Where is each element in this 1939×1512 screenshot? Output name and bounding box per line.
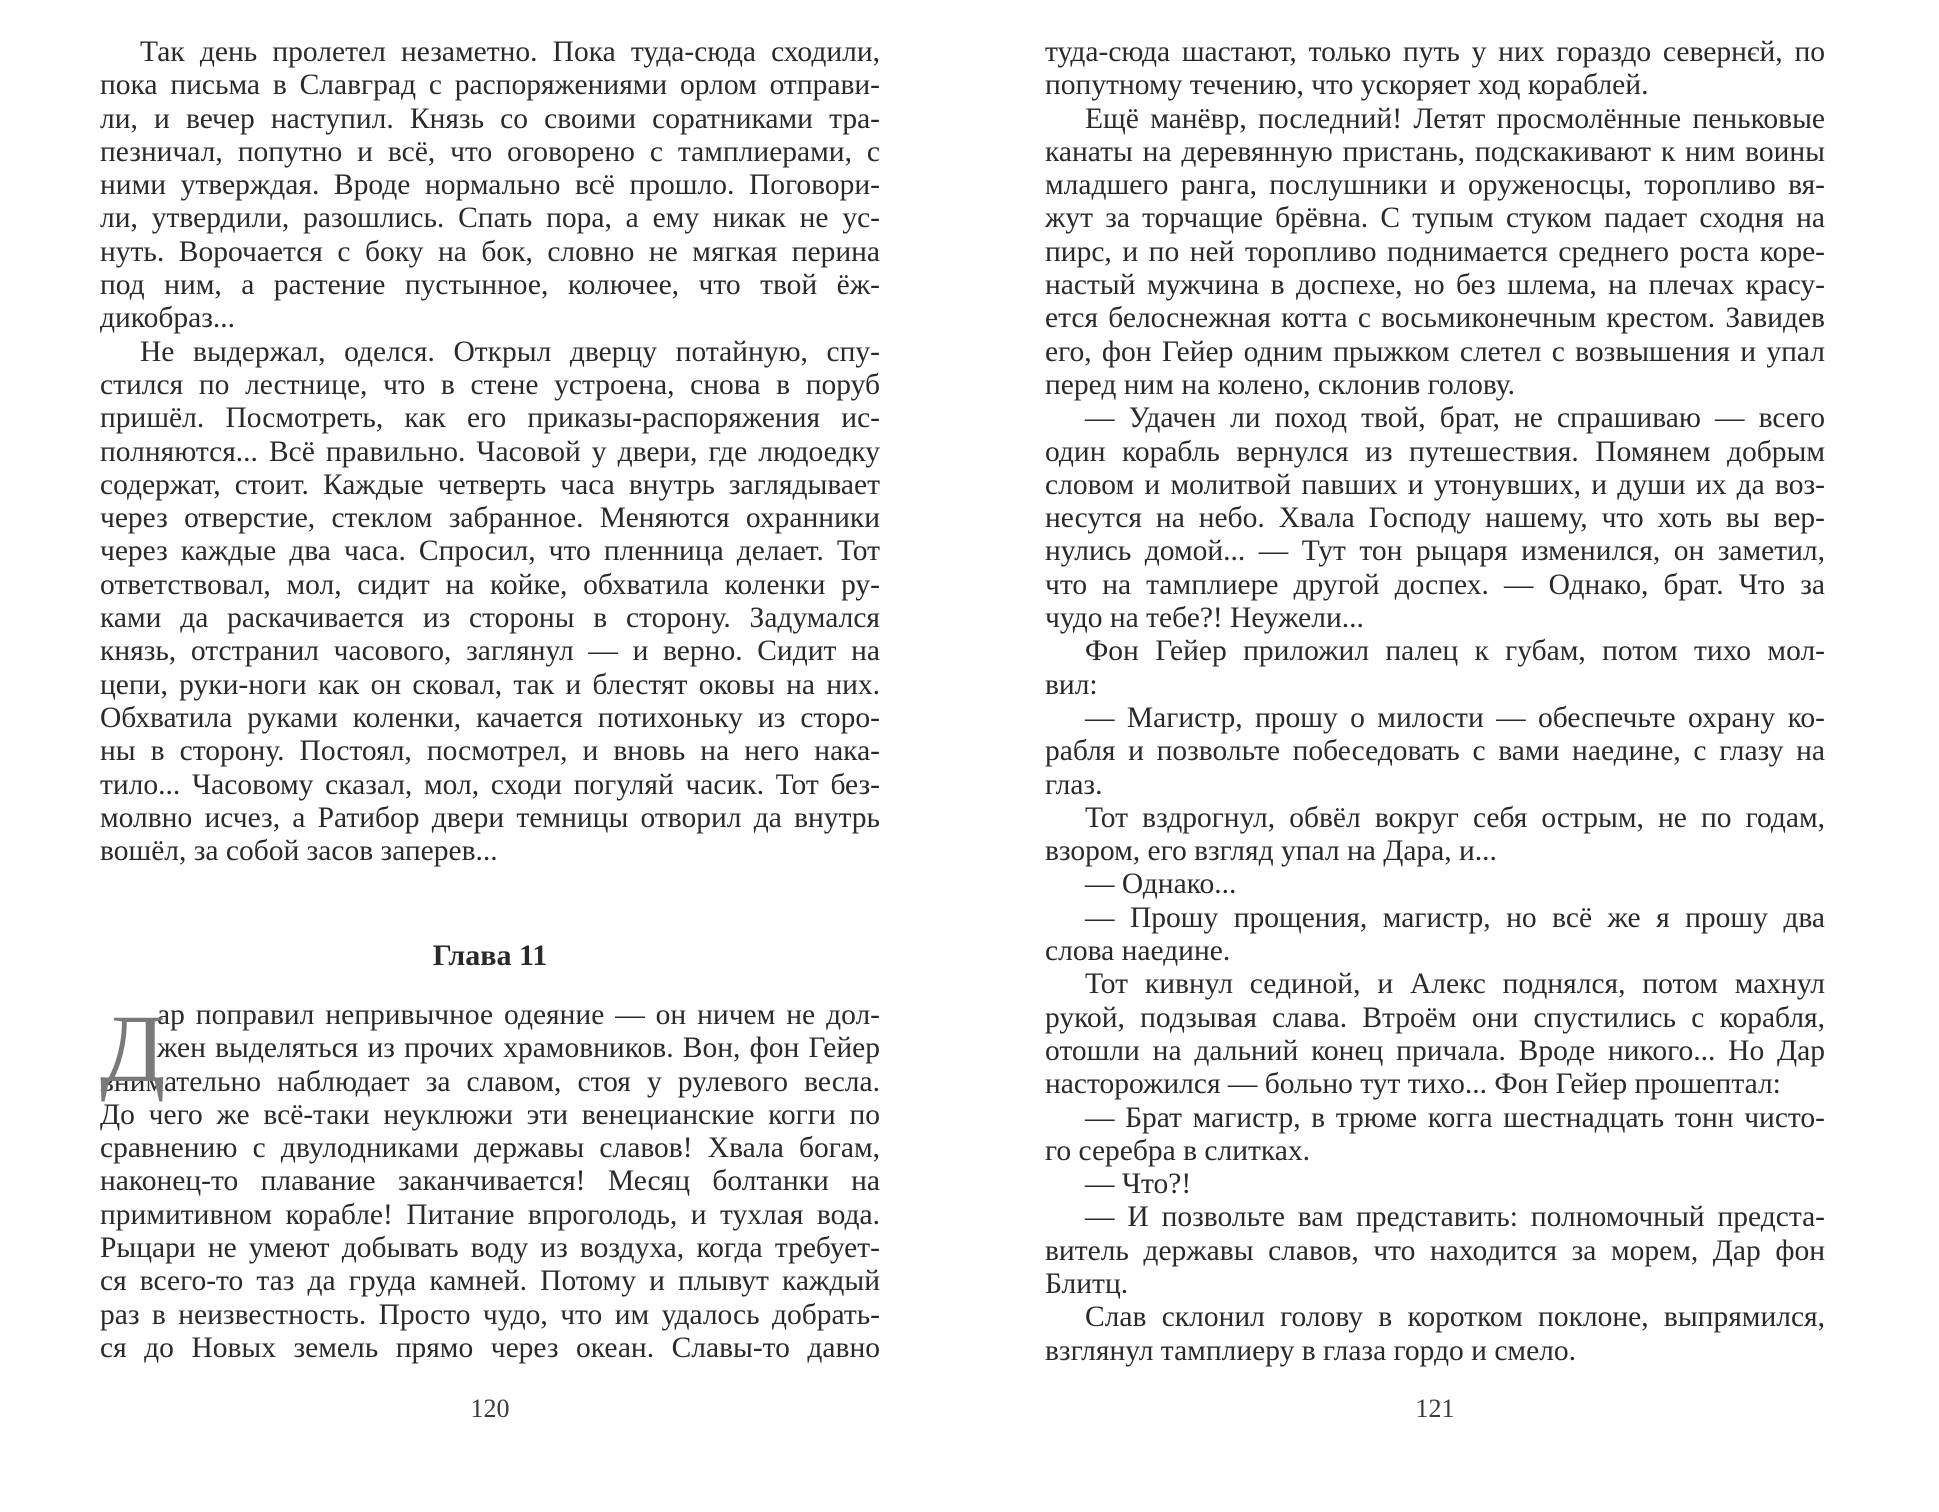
text-line: наконец-то плавание заканчивается! Месяц болтанки на (100, 1165, 880, 1198)
left-text-block-top (100, 36, 880, 868)
text-line: — Магистр, прошу о милости — обеспечьте охрану ко- (1085, 701, 1825, 734)
text-line: — Удачен ли поход твой, брат, не спрашиваю — всего (1085, 402, 1825, 435)
text-line: пока письма в Славград с распоряжениями орлом отправи- (100, 69, 880, 102)
text-line: глаз. (1045, 768, 1103, 801)
text-line: — И позвольте вам представить: полномочный предста- (1085, 1201, 1825, 1234)
text-line: содержат, стоит. Каждые четверть часа внутрь заглядывает (100, 468, 880, 501)
text-line: насторожился — больно тут тихо... Фон Гейер прошептал: (1045, 1068, 1781, 1101)
paragraph (1045, 402, 1825, 635)
right-text-block (1045, 36, 1825, 1368)
text-line: пирс, и по ней торопливо поднимается среднего роста коре- (1045, 235, 1825, 268)
text-line: стился по лестнице, что в стене устроена, снова в поруб (100, 368, 880, 401)
text-line: туда-сюда шастают, только путь у них гораздо севернєй, по (1045, 36, 1825, 68)
text-line: слова наедине. (1045, 935, 1231, 968)
text-line: Тот вздрогнул, обвёл вокруг себя острым, не по годам, (1085, 801, 1825, 834)
text-line: цепи, руки-ноги как он сковал, так и блестят оковы на них. (100, 668, 880, 701)
paragraph (1045, 902, 1825, 969)
text-line: канаты на деревянную пристань, подскакивают к ним воины (1045, 135, 1825, 168)
text-line: рукой, подзывая слава. Втроём они спустились с корабля, (1045, 1001, 1825, 1034)
paragraph (1045, 635, 1825, 702)
text-line: сравнению с двулодниками державы славов! Хвала богам, (100, 1132, 880, 1165)
text-line: вошёл, за собой засов заперев... (100, 835, 498, 868)
paragraph (1045, 1168, 1825, 1201)
chapter-title: Глава 11 (432, 939, 548, 972)
text-line: дикобраз... (100, 302, 236, 335)
text-line: раз в неизвестность. Просто чудо, что им удалось добрать- (100, 1298, 880, 1331)
text-line: что на тамплиере другой доспех. — Однако, брат. Что за (1045, 568, 1825, 601)
text-line: несутся на небо. Хвала Господу нашему, что хоть вы вер- (1045, 502, 1825, 535)
text-line: Ещё манёвр, последний! Летят просмолённые пеньковые (1085, 102, 1825, 135)
text-line: через каждые два часа. Спросил, что пленница делает. Тот (100, 535, 880, 568)
text-line: словом и молитвой павших и утонувших, и души их да воз- (1045, 468, 1825, 501)
paragraph (100, 36, 880, 336)
text-line: внимательно наблюдает за славом, стоя у рулевого весла. (100, 1065, 880, 1098)
text-line: ется белоснежная котта с восьмиконечным крестом. Завидев (1045, 302, 1825, 335)
text-line: Обхватила руками коленки, качается потихоньку из сторо- (100, 701, 880, 734)
text-line: молвно исчез, а Ратибор двери темницы отворил да внутрь (100, 801, 880, 834)
paragraph (1045, 702, 1825, 802)
text-line: — Однако... (1085, 868, 1237, 901)
text-line: взором, его взгляд упал на Дара, и... (1045, 835, 1497, 868)
text-line: ся до Новых земель прямо через океан. Славы-то давно (100, 1331, 880, 1364)
drop-cap: Д (100, 995, 166, 1102)
text-line: ны в сторону. Постоял, посмотрел, и вновь на него нака- (100, 735, 880, 768)
text-line: — Прошу прощения, магистр, но всё же я прошу два (1085, 901, 1825, 934)
text-line: Тот кивнул сединой, и Алекс поднялся, потом махнул (1085, 968, 1825, 1001)
paragraph (1045, 802, 1825, 869)
text-line: отошли на дальний конец причала. Вроде никого... Но Дар (1045, 1034, 1825, 1067)
paragraph (1045, 868, 1825, 901)
page-number: 120 (470, 1394, 510, 1423)
text-line: — Брат магистр, в трюме когга шестнадцать тонн чисто- (1085, 1101, 1825, 1134)
text-line: вил: (1045, 668, 1098, 701)
paragraph (1045, 36, 1825, 103)
text-line: ли, и вечер наступил. Князь со своими соратниками тра- (100, 102, 880, 135)
text-line: ответствовал, мол, сидит на койке, обхватила коленки ру- (100, 568, 880, 601)
text-line: ли, утвердили, разошлись. Спать пора, а ему никак не ус- (100, 202, 880, 235)
text-line: один корабль вернулся из путешествия. Помянем добрым (1045, 435, 1825, 468)
text-line: Фон Гейер приложил палец к губам, потом тихо мол- (1085, 635, 1825, 668)
text-line: ар поправил непривычное одеяние — он ничем не дол- (157, 999, 880, 1031)
text-line: Рыцари не умеют добывать воду из воздуха, когда требует- (100, 1232, 880, 1265)
text-line: жут за торчащие брёвна. С тупым стуком падает сходня на (1045, 202, 1825, 235)
text-line: го серебра в слитках. (1045, 1134, 1311, 1167)
paragraph (1045, 103, 1825, 403)
text-line: Блитц. (1045, 1267, 1129, 1300)
text-line: Слав склонил голову в коротком поклоне, выпрямился, (1085, 1301, 1825, 1334)
text-line: рабля и позвольте побеседовать с вами наедине, с глазу на (1045, 735, 1825, 768)
text-line: тило... Часовому сказал, мол, сходи погуляй часик. Тот без- (100, 768, 880, 801)
text-line: через отверстие, стеклом забранное. Меняются охранники (100, 502, 880, 535)
text-line: перед ним на колено, склонив голову. (1045, 368, 1515, 401)
paragraph (1045, 1201, 1825, 1301)
text-line: ками да раскачивается из стороны в сторону. Задумался (100, 602, 880, 635)
text-line: До чего же всё-таки неуклюжи эти венецианские когги по (100, 1098, 880, 1131)
paragraph (1045, 968, 1825, 1101)
paragraph (1045, 1102, 1825, 1169)
text-line: младшего ранга, послушники и оруженосцы, торопливо вя- (1045, 169, 1825, 202)
text-line: — Что?! (1085, 1168, 1192, 1201)
text-line: нуть. Ворочается с боку на бок, словно не мягкая перина (100, 235, 880, 268)
text-line: его, фон Гейер одним прыжком слетел с возвышения и упал (1045, 335, 1825, 368)
text-line: князь, отстранил часового, заглянул — и верно. Сидит на (100, 635, 880, 668)
text-line: пезничал, попутно и всё, что оговорено с тамплиерами, с (100, 135, 880, 168)
text-line: ся всего-то таз да груда камней. Потому и плывут каждый (100, 1265, 880, 1298)
text-line: под ним, а растение пустынное, колючее, что твой ёж- (100, 269, 880, 302)
text-line: нулись домой... — Тут тон рыцаря изменился, он заметил, (1045, 535, 1825, 568)
text-line: пришёл. Посмотреть, как его приказы-распоряжения ис- (100, 402, 880, 435)
text-line: жен выделяться из прочих храмовников. Вон, фон Гейер (157, 1032, 880, 1065)
text-line: чудо на тебе?! Неужели... (1045, 602, 1364, 635)
text-line: взглянул тамплиеру в глаза гордо и смело. (1045, 1334, 1577, 1367)
text-line: Не выдержал, оделся. Открыл дверцу потайную, спу- (140, 335, 880, 368)
left-page (100, 36, 880, 1476)
left-text-block-bottom (100, 995, 880, 1365)
text-line: витель державы славов, что находится за морем, Дар фон (1045, 1234, 1825, 1267)
text-line: ними утверждая. Вроде нормально всё прошло. Поговори- (100, 169, 880, 202)
paragraph (1045, 1301, 1825, 1368)
paragraph (100, 1066, 880, 1366)
text-line: настый мужчина в доспехе, но без шлема, на плечах красу- (1045, 269, 1825, 302)
paragraph (100, 336, 880, 869)
text-line: Так день пролетел незаметно. Пока туда-сюда сходили, (140, 36, 880, 68)
text-line: попутному течению, что ускоряет ход кораблей. (1045, 69, 1649, 102)
page-number: 121 (1415, 1394, 1455, 1423)
text-line: примитивном корабле! Питание впроголодь, и тухлая вода. (100, 1198, 880, 1231)
text-line: полняются... Всё правильно. Часовой у двери, где людоедку (100, 435, 880, 468)
right-page (1045, 36, 1825, 1476)
